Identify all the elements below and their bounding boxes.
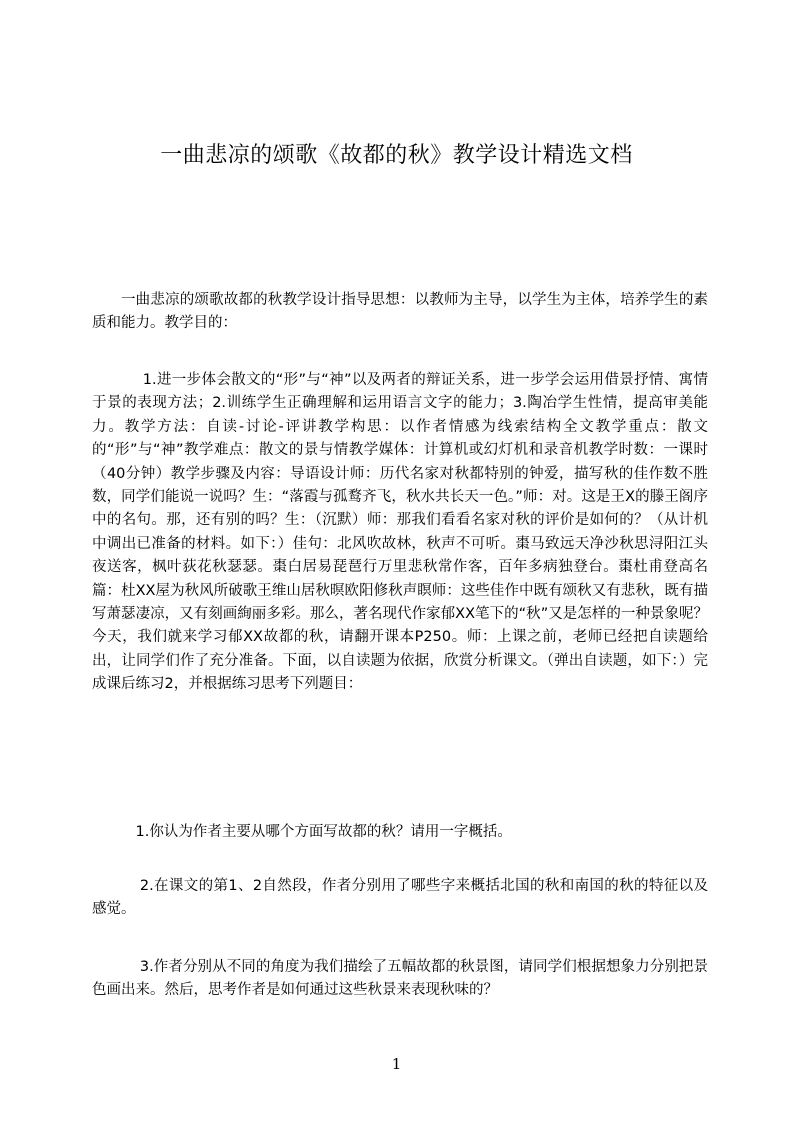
paragraph-guiding-thought: 一曲悲凉的颂歌故都的秋教学设计指导思想：以教师为主导，以学生为主体，培养学生的素质和能力。教学目的： xyxy=(92,292,708,332)
question-1: 1.你认为作者主要从哪个方面写故都的秋？请用一字概括。 xyxy=(135,824,512,840)
page-number: 1 xyxy=(391,1055,402,1073)
paragraph-teaching-body: 1.进一步体会散文的“形”与“神”以及两者的辩证关系，进一步学会运用借景抒情、寓情于景的表现方法；2.训练学生正确理解和运用语言文字的能力；3.陶冶学生性情，提高审美能力。教学方法：自读-讨论-评讲教学构思：以作者情感为线索结构全文教学重点：散文的“形”与“神”教学难点：散文的景与情教学媒体：计算机或幻灯机和录音机教学时数：一课时（40分钟）教学步骤及内容：导语设计师：历代名家对秋都特别的钟爱，描写秋的佳作数不胜数，同学们能说一说吗？生：“落霞与孤鹜齐飞，秋水共长天一色。”师：对。这是王X的滕王阁序中的名句。那，还有别的吗？生：（沉默）师：那我们看看名家对秋的评价是如何的？（从计机中调出已准备的材料。如下：）佳句：北风吹故林，秋声不可听。棗马致远天净沙秋思浔阳江头夜送客，枫叶荻花秋瑟瑟。棗白居易琵琶行万里悲秋常作客，百年多病独登台。棗杜甫登高名篇：杜XX屋为秋风所破歌王维山居秋暝欧阳修秋声瞑师：这些佳作中既有颂秋又有悲秋，既有描写萧瑟凄凉，又有刻画絢丽多彩。那么，著名现代作家郁XX笔下的“秋”又是怎样的一种景象呢？今天，我们就来学习郁XX故都的秋，请翻开课本P250。师：上课之前，老师已经把自读题给出，让同学们作了充分准备。下面，以自读题为依据，欣赏分析课文。（弹出自读题，如下：）完成课后练习2，并根据练习思考下列题目： xyxy=(92,372,708,693)
question-3: 3.作者分别从不同的角度为我们描绘了五幅故都的秋景图，请同学们根据想象力分别把景色画出来。然后，思考作者是如何通过这些秋景来表现秋味的？ xyxy=(92,959,708,999)
document-title: 一曲悲凉的颂歌《故都的秋》教学设计精选文档 xyxy=(160,143,633,168)
question-2: 2.在课文的第1、2自然段，作者分别用了哪些字来概括北国的秋和南国的秋的特征以及感觉。 xyxy=(92,878,708,918)
